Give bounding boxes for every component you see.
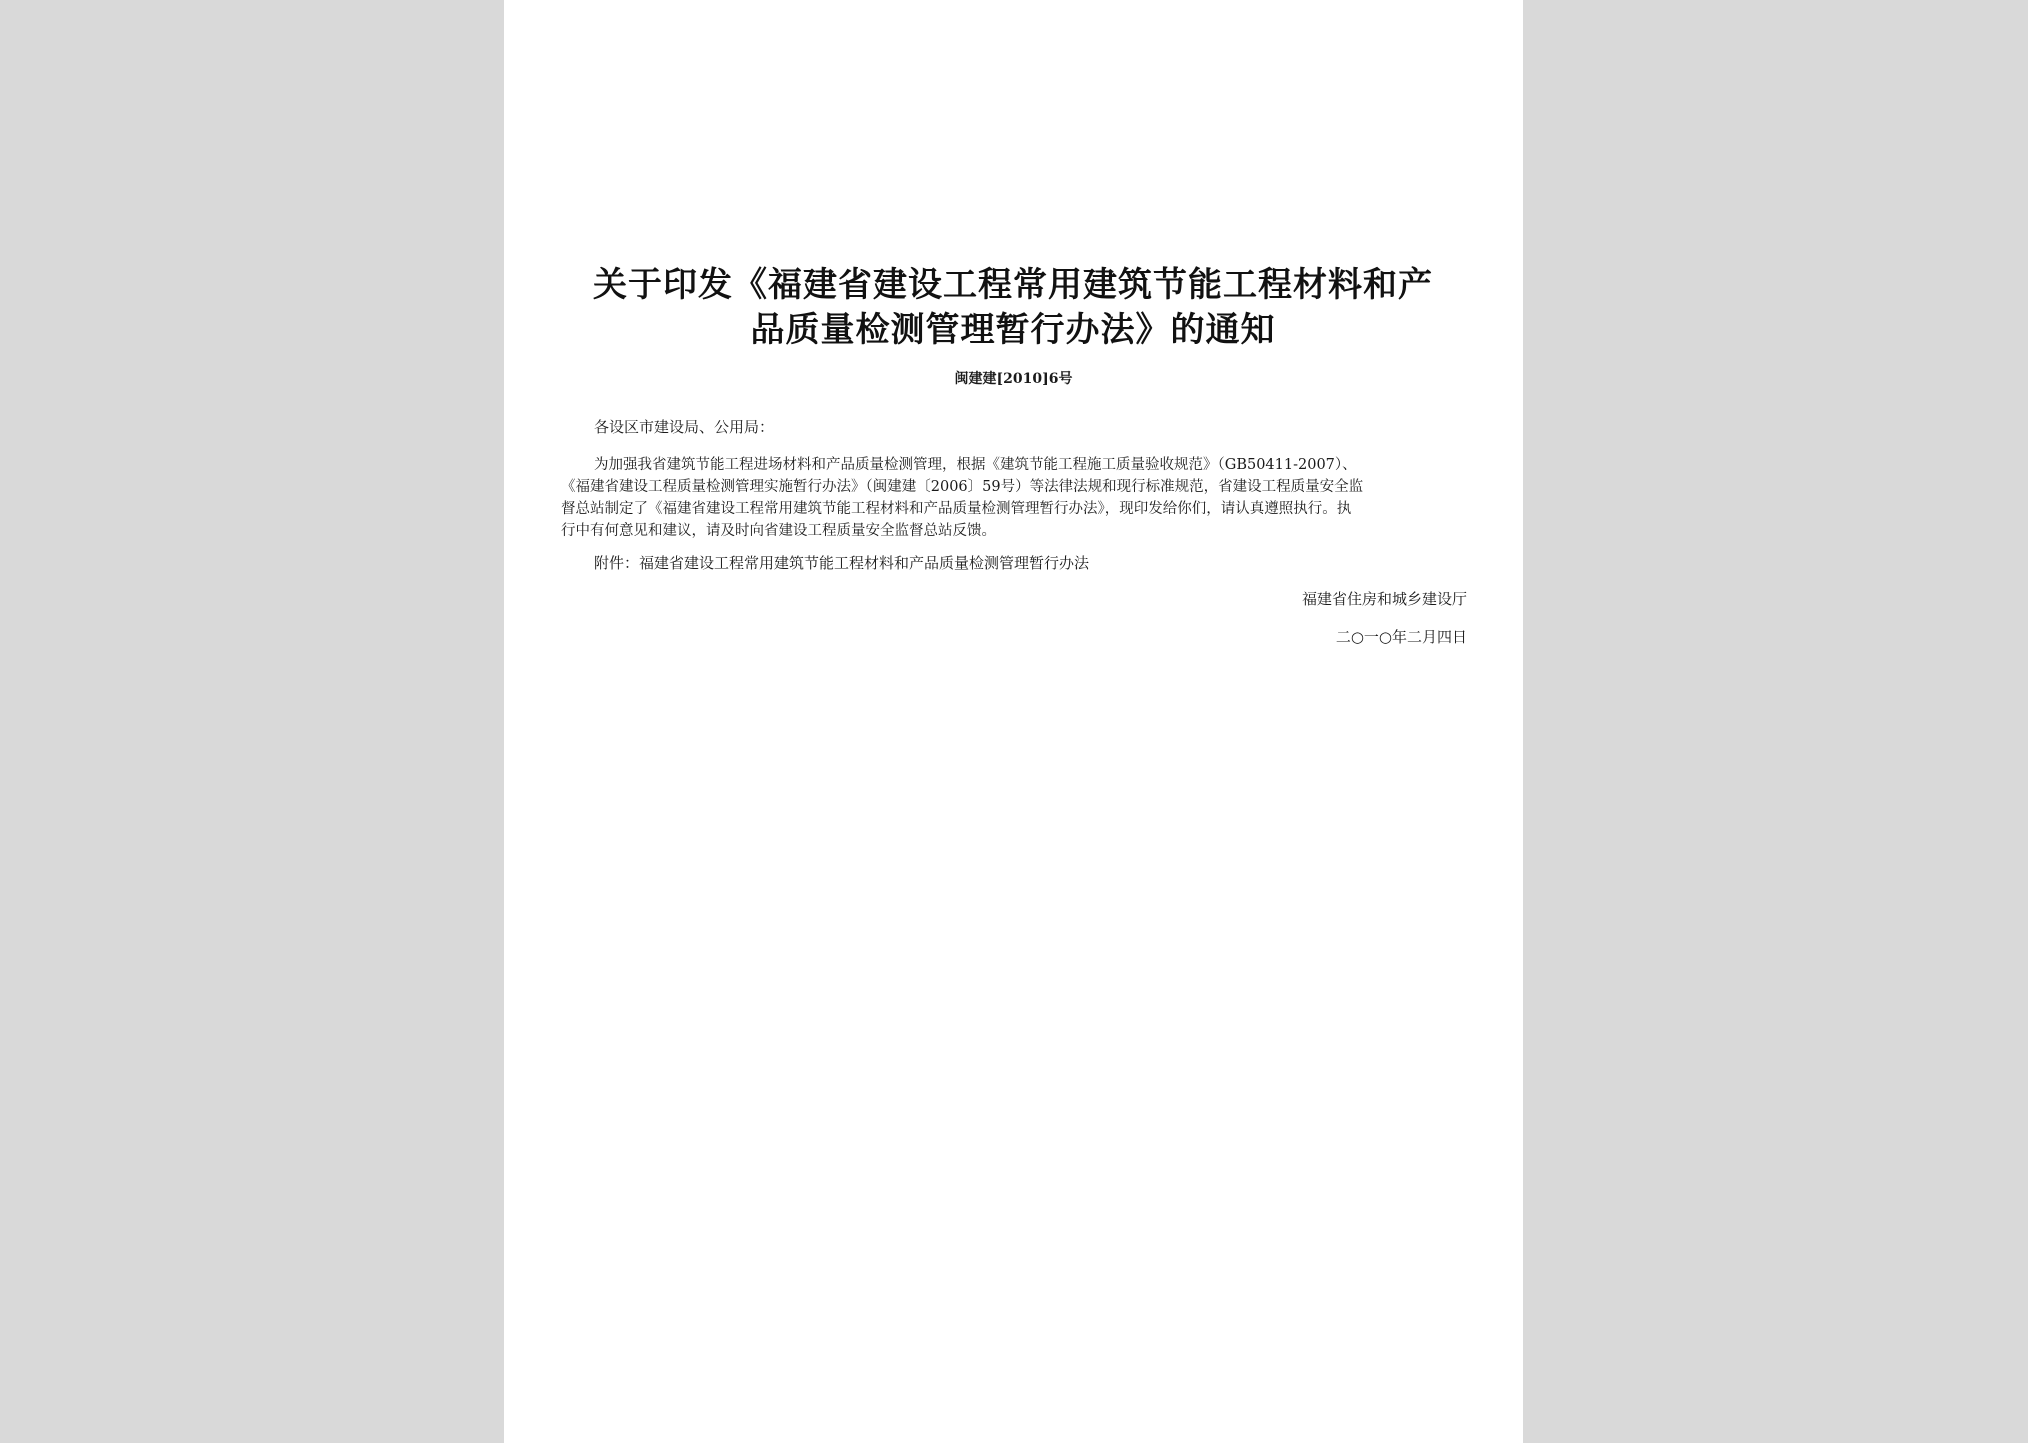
attachment-line: 附件：福建省建设工程常用建筑节能工程材料和产品质量检测管理暂行办法 — [594, 554, 1090, 572]
body-paragraph — [561, 454, 1441, 542]
document-title — [558, 263, 1468, 353]
document-page — [504, 0, 1523, 1443]
title-line: 品质量检测管理暂行办法》的通知 — [750, 310, 1276, 350]
salutation: 各设区市建设局、公用局： — [594, 418, 775, 436]
document-number: 闽建建[2010]6号 — [954, 371, 1073, 387]
body-line: 《福建省建设工程质量检测管理实施暂行办法》（闽建建〔2006〕59号）等法律法规和现行标准规范，省建设工程质量安全监 — [561, 479, 1364, 495]
document-date: 二○一○年二月四日 — [1335, 628, 1467, 646]
signatory: 福建省住房和城乡建设厅 — [1301, 590, 1467, 608]
title-line: 关于印发《福建省建设工程常用建筑节能工程材料和产 — [593, 265, 1433, 305]
body-line: 行中有何意见和建议，请及时向省建设工程质量安全监督总站反馈。 — [561, 523, 996, 539]
body-line: 为加强我省建筑节能工程进场材料和产品质量检测管理，根据《建筑节能工程施工质量验收规范》（GB50411-2007）、 — [594, 457, 1357, 473]
body-line: 督总站制定了《福建省建设工程常用建筑节能工程材料和产品质量检测管理暂行办法》，现印发给你们，请认真遵照执行。执 — [561, 501, 1352, 517]
